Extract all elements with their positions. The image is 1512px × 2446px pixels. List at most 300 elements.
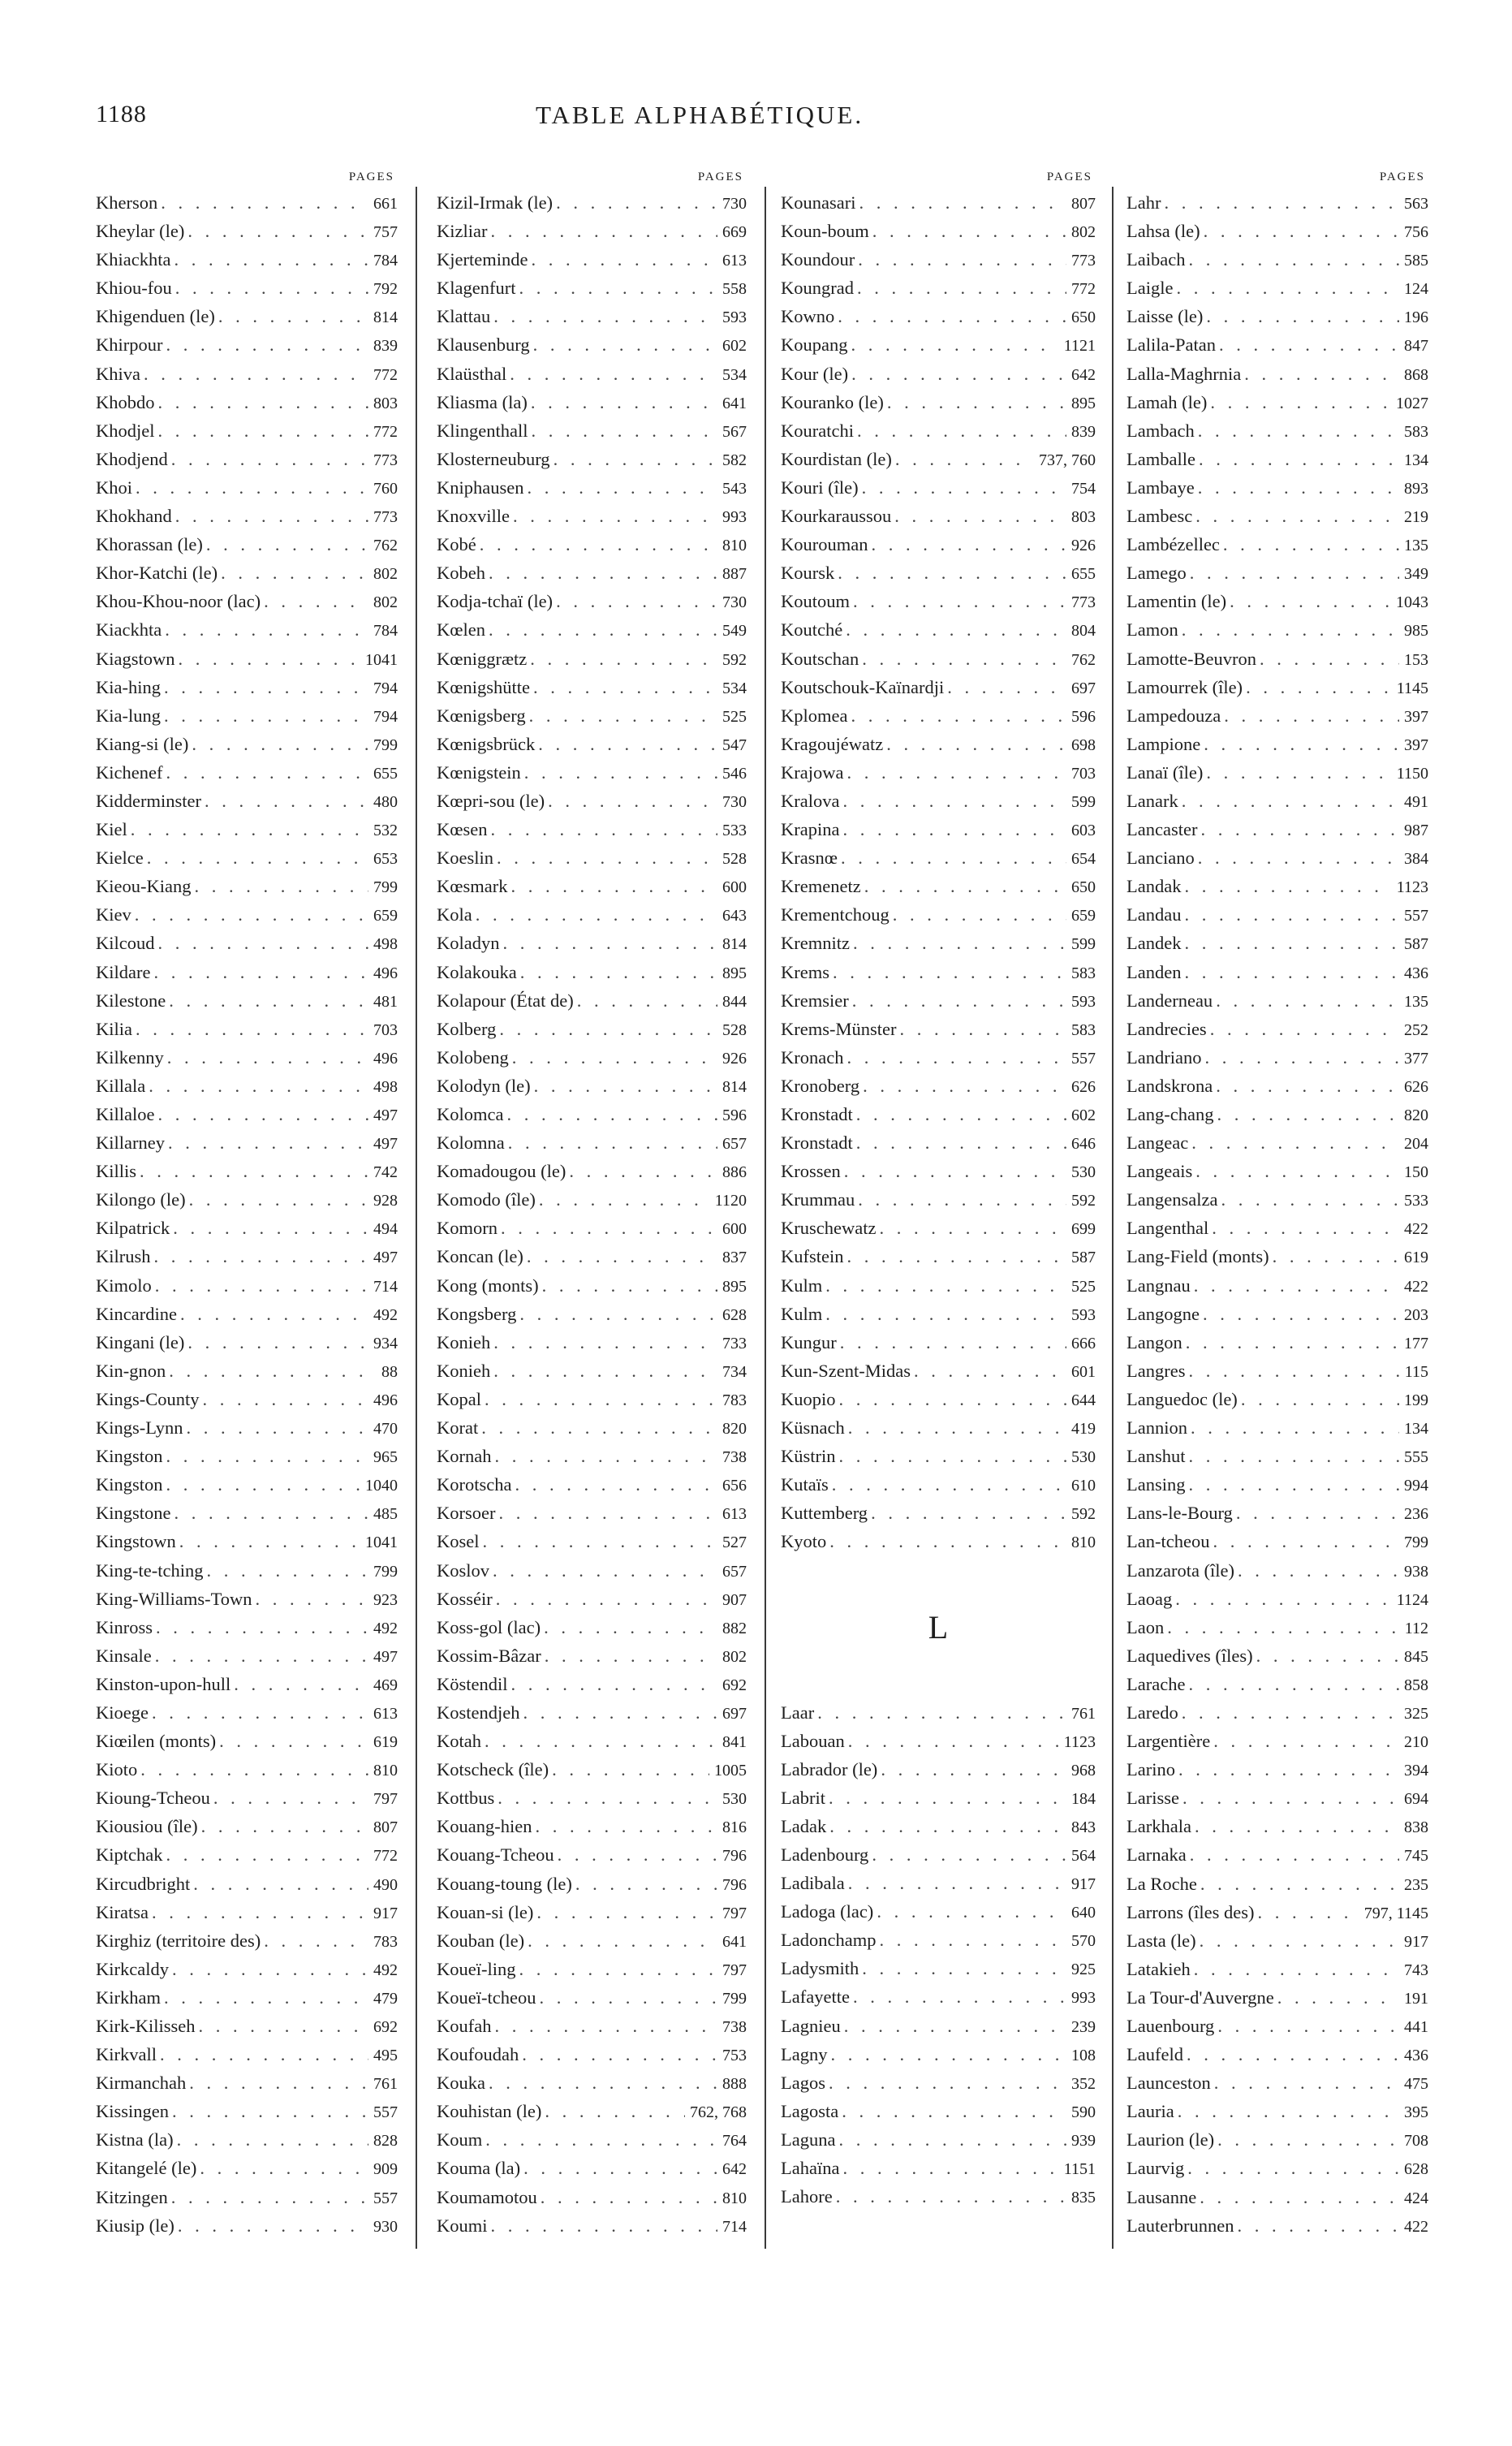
entry-name: Killarney: [96, 1132, 165, 1154]
index-entry: [437, 730, 747, 758]
index-entry: [1126, 1755, 1428, 1784]
entry-page: 626: [1071, 1077, 1096, 1096]
dot-leader: [575, 1870, 717, 1898]
entry-name: Khoi: [96, 477, 132, 498]
entry-list: [437, 188, 747, 2240]
entry-page: 1123: [1063, 1732, 1096, 1751]
entry-page: 1123: [1396, 878, 1428, 897]
index-entry: [1126, 302, 1428, 330]
index-entry: [1126, 1271, 1428, 1300]
index-entry: [1126, 1413, 1428, 1442]
entry-name: Kilia: [96, 1018, 132, 1039]
entry-name: Laar: [781, 1702, 815, 1723]
entry-page: 694: [1404, 1790, 1428, 1809]
entry-name: Küsnach: [781, 1417, 845, 1439]
entry-page: 490: [373, 1875, 398, 1894]
index-entry: [437, 1670, 747, 1698]
dot-leader: [1176, 274, 1399, 302]
entry-name: Kingston: [96, 1474, 163, 1495]
index-entry: [96, 2125, 398, 2154]
index-entry: [781, 360, 1096, 388]
dot-leader: [155, 1641, 368, 1670]
dot-leader: [531, 416, 717, 445]
index-entry: [96, 1698, 398, 1727]
entry-name: Klaüsthal: [437, 363, 507, 384]
entry-page: 917: [1071, 1875, 1096, 1894]
index-entry: [1126, 330, 1428, 359]
index-entry: [437, 1898, 747, 1926]
section-letter: L: [928, 1608, 949, 1646]
entry-page: 394: [1404, 1762, 1428, 1780]
entry-page: 628: [722, 1305, 747, 1324]
entry-page: 1027: [1396, 394, 1428, 412]
index-entry: [1126, 615, 1428, 644]
entry-name: Larino: [1126, 1759, 1175, 1780]
index-entry: [437, 1214, 747, 1242]
entry-page: 803: [1071, 508, 1096, 527]
entry-name: Konieh: [437, 1360, 491, 1381]
entry-page: 567: [722, 422, 747, 441]
dot-leader: [160, 2040, 368, 2069]
index-entry: [437, 1613, 747, 1641]
index-entry: [96, 815, 398, 843]
entry-page: 939: [1071, 2131, 1096, 2150]
dot-leader: [131, 815, 368, 843]
entry-name: Kœnigsberg: [437, 705, 526, 726]
index-entry: [96, 645, 398, 673]
entry-page: 764: [722, 2132, 747, 2150]
index-entry: [781, 1185, 1096, 1214]
dot-leader: [192, 730, 368, 758]
dot-leader: [852, 986, 1066, 1015]
entry-page: 730: [722, 593, 747, 612]
index-entry: [96, 1442, 398, 1470]
entry-name: Koumamotou: [437, 2186, 537, 2207]
index-entry: [1126, 2012, 1428, 2040]
dot-leader: [846, 1043, 1066, 1072]
index-entry: [96, 217, 398, 245]
dot-leader: [136, 1015, 368, 1043]
dot-leader: [1186, 1328, 1399, 1357]
index-entry: [1126, 2125, 1428, 2154]
index-entry: [1126, 1727, 1428, 1755]
index-entry: [96, 1385, 398, 1413]
entry-page: 659: [373, 907, 398, 925]
index-entry: [1126, 1870, 1428, 1898]
pages-header: PAGES: [1379, 170, 1425, 183]
dot-leader: [893, 900, 1066, 929]
entry-name: Ladonchamp: [781, 1930, 877, 1951]
entry-name: Kissingen: [96, 2101, 169, 2122]
dot-leader: [1213, 1727, 1399, 1755]
entry-name: Lauterbrunnen: [1126, 2215, 1234, 2236]
entry-name: Khorassan (le): [96, 534, 203, 555]
dot-leader: [158, 388, 369, 416]
dot-leader: [539, 1185, 710, 1214]
entry-page: 794: [373, 707, 398, 726]
index-entry: [96, 1128, 398, 1157]
index-entry: [1126, 1641, 1428, 1670]
entry-page: 714: [373, 1277, 398, 1296]
index-entry: [96, 1185, 398, 1214]
dot-leader: [168, 1128, 368, 1157]
entry-page: 657: [722, 1562, 747, 1581]
dot-leader: [489, 559, 717, 587]
dot-leader: [1200, 1870, 1399, 1898]
entry-page: 773: [373, 451, 398, 469]
entry-name: Kosséir: [437, 1588, 493, 1609]
dot-leader: [187, 1413, 368, 1442]
entry-page: 496: [373, 1391, 398, 1409]
entry-name: Langeais: [1126, 1161, 1193, 1182]
dot-leader: [494, 1442, 717, 1470]
dot-leader: [165, 615, 368, 644]
entry-page: 814: [722, 935, 747, 954]
entry-page: 593: [722, 308, 747, 327]
entry-name: Languedoc (le): [1126, 1388, 1238, 1409]
entry-name: Laurion (le): [1126, 2129, 1215, 2150]
entry-page: 643: [722, 907, 747, 925]
entry-page: 738: [722, 2018, 747, 2036]
dot-leader: [140, 1157, 368, 1185]
dot-leader: [172, 2097, 368, 2125]
index-entry: [437, 1727, 747, 1755]
index-entry: [781, 502, 1096, 530]
entry-name: Khou-Khou-noor (lac): [96, 591, 261, 612]
index-entry: [781, 1470, 1096, 1499]
entry-name: Lambézellec: [1126, 534, 1220, 555]
dot-leader: [1204, 217, 1399, 245]
index-entry: [1126, 416, 1428, 445]
index-entry: [437, 587, 747, 615]
entry-page: 395: [1404, 2103, 1428, 2122]
dot-leader: [1230, 587, 1391, 615]
entry-page: 525: [1071, 1277, 1096, 1296]
dot-leader: [189, 2069, 368, 2097]
dot-leader: [841, 843, 1066, 872]
dot-leader: [872, 217, 1066, 245]
entry-name: Kungur: [781, 1331, 837, 1352]
entry-name: Kirghiz (territoire des): [96, 1930, 261, 1951]
entry-name: Lagnieu: [781, 2015, 841, 2036]
dot-leader: [853, 1982, 1066, 2011]
dot-leader: [1198, 843, 1399, 872]
entry-page: 497: [373, 1135, 398, 1154]
index-entry: [96, 872, 398, 900]
entry-page: 191: [1404, 1989, 1428, 2008]
entry-name: Kouri (île): [781, 477, 859, 498]
entry-name: Kheylar (le): [96, 221, 185, 242]
index-entry: [437, 1870, 747, 1898]
entry-name: Krems-Münster: [781, 1018, 897, 1039]
entry-page: 772: [373, 365, 398, 384]
dot-leader: [1182, 615, 1399, 644]
entry-page: 692: [373, 2018, 398, 2036]
entry-name: Lampedouza: [1126, 705, 1221, 726]
dot-leader: [1184, 900, 1399, 929]
dot-leader: [512, 1043, 717, 1072]
entry-name: Lamentin (le): [1126, 591, 1227, 612]
index-entry: [1126, 758, 1428, 787]
entry-name: Khiou-fou: [96, 278, 172, 299]
entry-page: 590: [1071, 2103, 1096, 2121]
dot-leader: [894, 502, 1066, 530]
index-entry: [781, 673, 1096, 701]
dot-leader: [523, 1698, 717, 1727]
dot-leader: [511, 1670, 718, 1698]
entry-page: 802: [373, 593, 398, 612]
index-entry: [96, 1898, 398, 1926]
dot-leader: [833, 958, 1066, 986]
index-entry: [1126, 473, 1428, 502]
entry-page: 491: [1404, 792, 1428, 811]
index-entry: [781, 730, 1096, 758]
entry-name: Kouan-si (le): [437, 1901, 534, 1922]
dot-leader: [1194, 1955, 1399, 1983]
entry-page: 593: [1071, 992, 1096, 1011]
entry-page: 642: [722, 2160, 747, 2179]
dot-leader: [180, 1300, 368, 1328]
index-entry: [781, 245, 1096, 274]
entry-page: 987: [1404, 822, 1428, 840]
index-entry: [781, 1214, 1096, 1242]
index-entry: [781, 1015, 1096, 1043]
index-entry: [96, 245, 398, 274]
index-column-2: [437, 166, 747, 2240]
dot-leader: [187, 217, 368, 245]
entry-page: 235: [1404, 1875, 1428, 1894]
dot-leader: [496, 1585, 717, 1613]
entry-name: Laoag: [1126, 1588, 1173, 1609]
entry-name: Ladenbourg: [781, 1844, 869, 1865]
entry-page: 112: [1404, 1619, 1428, 1637]
index-entry: [1126, 2040, 1428, 2069]
dot-leader: [871, 530, 1066, 559]
entry-name: Kremenetz: [781, 876, 861, 897]
entry-page: 839: [1071, 422, 1096, 441]
index-entry: [96, 1157, 398, 1185]
entry-page: 810: [722, 2189, 747, 2207]
dot-leader: [830, 2040, 1066, 2069]
index-entry: [1126, 1585, 1428, 1613]
index-entry: [781, 1812, 1096, 1840]
entry-name: Kingston: [96, 1446, 163, 1467]
index-entry: [96, 1613, 398, 1641]
index-entry: [96, 1413, 398, 1442]
index-entry: [96, 1470, 398, 1499]
index-entry: [96, 1357, 398, 1385]
dot-leader: [1257, 1898, 1359, 1926]
dot-leader: [548, 787, 717, 815]
entry-page: 993: [722, 508, 747, 527]
entry-page: 419: [1071, 1420, 1096, 1439]
entry-name: Lansing: [1126, 1474, 1186, 1495]
entry-page: 965: [373, 1448, 398, 1467]
entry-name: Lamballe: [1126, 448, 1195, 469]
entry-page: 1120: [714, 1192, 747, 1210]
dot-leader: [1184, 929, 1399, 957]
entry-name: Laguna: [781, 2129, 836, 2150]
entry-name: Kirkvall: [96, 2044, 157, 2065]
dot-leader: [529, 701, 717, 730]
entry-name: Knoxville: [437, 506, 510, 527]
entry-page: 934: [373, 1334, 398, 1352]
index-entry: [781, 2154, 1096, 2182]
dot-leader: [842, 815, 1066, 843]
entry-page: 816: [722, 1818, 747, 1837]
dot-leader: [879, 1926, 1066, 1954]
index-entry: [96, 302, 398, 330]
index-entry: [1126, 1015, 1428, 1043]
dot-leader: [846, 615, 1066, 644]
entry-name: Kircudbright: [96, 1873, 191, 1894]
entry-page: 475: [1404, 2075, 1428, 2094]
index-entry: [437, 1185, 747, 1214]
entry-page: 1150: [1396, 764, 1428, 783]
index-entry: [437, 1357, 747, 1385]
index-entry: [1126, 1385, 1428, 1413]
entry-page: 644: [1071, 1391, 1096, 1409]
entry-page: 496: [373, 964, 398, 982]
entry-name: Kiœilen (monts): [96, 1731, 217, 1752]
entry-page: 496: [373, 1049, 398, 1068]
entry-page: 1121: [1063, 337, 1096, 356]
dot-leader: [155, 1271, 368, 1300]
index-entry: [781, 473, 1096, 502]
entry-page: 613: [722, 1505, 747, 1524]
dot-leader: [1217, 1100, 1399, 1128]
entry-page: 802: [373, 565, 398, 584]
dot-leader: [164, 1983, 368, 2012]
dot-leader: [171, 2183, 368, 2211]
entry-page: 810: [1071, 1534, 1096, 1552]
entry-name: Larisse: [1126, 1788, 1179, 1809]
index-entry: [96, 958, 398, 986]
entry-name: Lagosta: [781, 2100, 839, 2121]
dot-leader: [1206, 302, 1399, 330]
entry-page: 1043: [1396, 593, 1428, 612]
entry-name: Lagos: [781, 2072, 825, 2093]
dot-leader: [256, 1585, 369, 1613]
pages-header: PAGES: [1046, 170, 1092, 183]
entry-page: 669: [722, 223, 747, 242]
dot-leader: [533, 673, 717, 701]
index-entry: [437, 530, 747, 559]
index-entry: [437, 502, 747, 530]
index-entry: [96, 758, 398, 787]
entry-name: Kolobeng: [437, 1046, 509, 1068]
index-entry: [96, 2097, 398, 2125]
index-entry: [96, 1527, 398, 1555]
index-entry: [96, 2040, 398, 2069]
index-entry: [96, 986, 398, 1015]
index-entry: [781, 559, 1096, 587]
entry-page: 697: [722, 1704, 747, 1723]
dot-leader: [493, 1556, 717, 1585]
dot-leader: [533, 330, 717, 359]
index-entry: [1126, 587, 1428, 615]
dot-leader: [519, 1300, 717, 1328]
dot-leader: [848, 1727, 1059, 1755]
index-entry: [96, 1727, 398, 1755]
entry-name: Koundour: [781, 249, 855, 270]
dot-leader: [842, 2154, 1058, 2182]
entry-page: 926: [722, 1049, 747, 1068]
dot-leader: [534, 1072, 717, 1100]
entry-page: 441: [1404, 2018, 1428, 2036]
index-entry: [1126, 1955, 1428, 1983]
entry-page: 88: [381, 1362, 398, 1381]
dot-leader: [1198, 416, 1399, 445]
dot-leader: [1213, 1527, 1399, 1555]
entry-page: 858: [1404, 1676, 1428, 1694]
entry-page: 868: [1404, 365, 1428, 384]
index-entry: [781, 388, 1096, 416]
entry-page: 498: [373, 935, 398, 954]
dot-leader: [213, 1784, 368, 1812]
entry-name: Koutschouk-Kaïnardji: [781, 676, 945, 697]
entry-page: 601: [1071, 1362, 1096, 1381]
dot-leader: [1198, 473, 1399, 502]
dot-leader: [1203, 1300, 1399, 1328]
dot-leader: [862, 645, 1066, 673]
entry-page: 1040: [365, 1477, 398, 1495]
dot-leader: [1206, 758, 1391, 787]
index-entry: [1126, 1157, 1428, 1185]
dot-leader: [527, 1242, 717, 1270]
entry-page: 783: [722, 1391, 747, 1409]
dot-leader: [839, 1385, 1067, 1413]
index-entry: [437, 1242, 747, 1270]
dot-leader: [206, 1556, 368, 1585]
index-entry: [437, 958, 747, 986]
entry-name: Kong (monts): [437, 1275, 539, 1296]
entry-page: 397: [1404, 707, 1428, 726]
index-entry: [1126, 2154, 1428, 2182]
entry-list: [781, 1698, 1096, 2211]
dot-leader: [1219, 330, 1399, 359]
index-entry: [437, 1926, 747, 1955]
entry-name: Lalla-Maghrnia: [1126, 363, 1242, 384]
entry-name: Kodja-tchaï (le): [437, 591, 554, 612]
dot-leader: [503, 929, 718, 957]
index-entry: [1126, 1043, 1428, 1072]
entry-name: Korotscha: [437, 1474, 512, 1495]
index-entry: [437, 1527, 747, 1555]
index-entry: [96, 445, 398, 473]
entry-name: Kimolo: [96, 1275, 152, 1296]
entry-page: 895: [722, 964, 747, 982]
entry-name: Kitangelé (le): [96, 2158, 197, 2179]
entry-name: Koncan (le): [437, 1246, 523, 1267]
index-entry: [96, 1015, 398, 1043]
dot-leader: [523, 2154, 717, 2182]
entry-page: 555: [1404, 1448, 1428, 1467]
dot-leader: [169, 986, 368, 1015]
entry-name: Kourkaraussou: [781, 506, 892, 527]
index-entry: [781, 872, 1096, 900]
entry-name: Kilestone: [96, 990, 166, 1011]
dot-leader: [1244, 360, 1399, 388]
entry-page: 582: [722, 451, 747, 469]
entry-page: 772: [373, 1847, 398, 1866]
entry-name: Langogne: [1126, 1303, 1200, 1324]
index-entry: [781, 615, 1096, 644]
entry-page: 708: [1404, 2132, 1428, 2150]
dot-leader: [489, 615, 717, 644]
entry-name: Khiackhta: [96, 249, 171, 270]
entry-name: Largentière: [1126, 1731, 1211, 1752]
